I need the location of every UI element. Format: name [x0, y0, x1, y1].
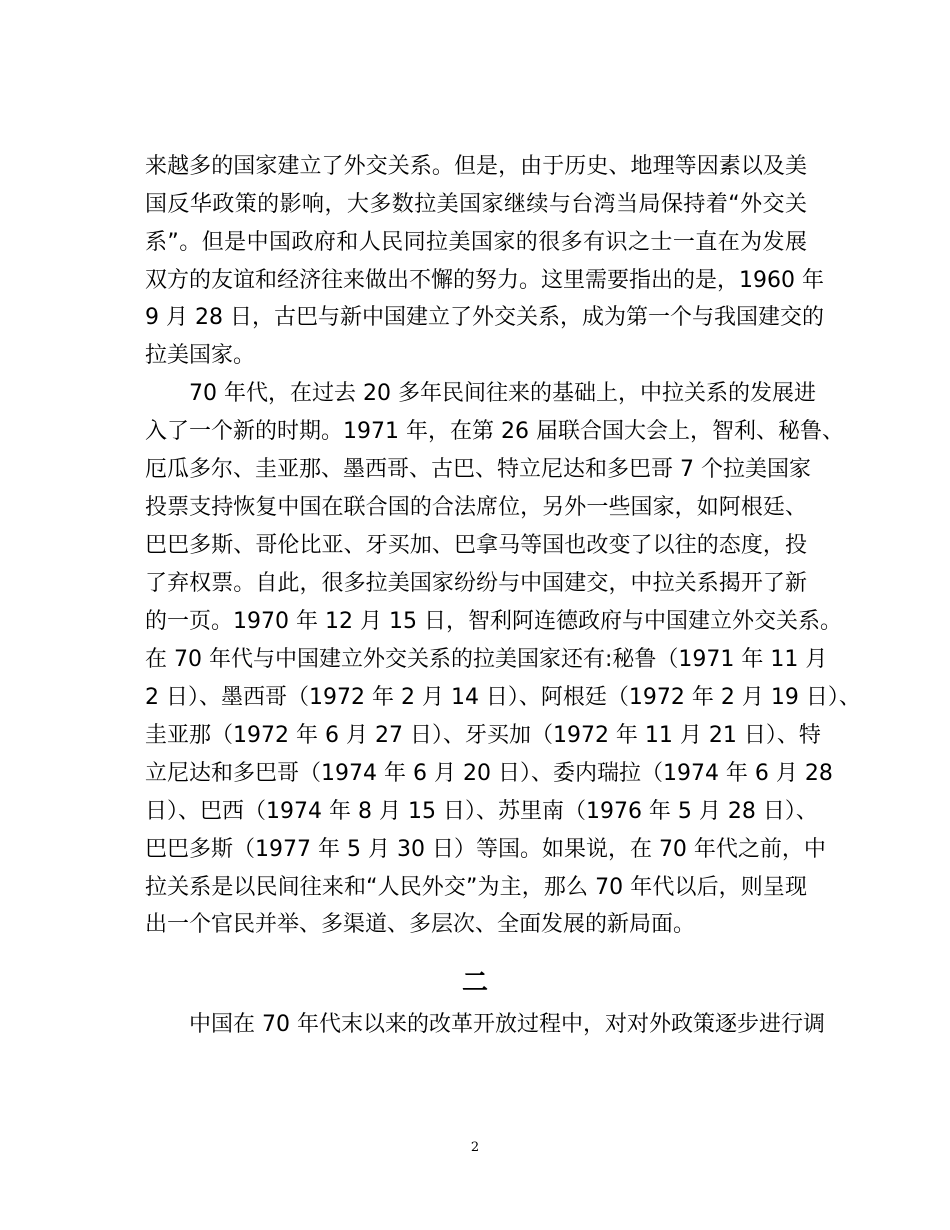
- text-line: 双方的友谊和经济往来做出不懈的努力。这里需要指出的是，1960 年: [145, 268, 824, 293]
- text-line: 在 70 年代与中国建立外交关系的拉美国家还有:秘鲁（1971 年 11 月: [145, 647, 828, 672]
- text-line: 9 月 28 日，古巴与新中国建立了外交关系，成为第一个与我国建交的: [145, 305, 824, 330]
- text-line: 日）、巴西（1974 年 8 月 15 日）、苏里南（1976 年 5 月 28 日）、: [145, 799, 818, 824]
- text-line: 立尼达和多巴哥（1974 年 6 月 20 日）、委内瑞拉（1974 年 6 月 28: [145, 761, 833, 786]
- text-line: 2 日）、墨西哥（1972 年 2 月 14 日）、阿根廷（1972 年 2 月 19 日）、: [145, 685, 861, 710]
- text-line: 厄瓜多尔、圭亚那、墨西哥、古巴、特立尼达和多巴哥 7 个拉美国家: [145, 457, 811, 482]
- text-line: 巴巴多斯、哥伦比亚、牙买加、巴拿马等国也改变了以往的态度，投: [145, 533, 807, 558]
- section-heading: 二: [461, 968, 488, 998]
- text-line: 入了一个新的时期。1971 年，在第 26 届联合国大会上，智利、秘鲁、: [145, 419, 844, 444]
- text-line: 70 年代，在过去 20 多年民间往来的基础上，中拉关系的发展进: [189, 381, 816, 406]
- text-line: 国反华政策的影响，大多数拉美国家继续与台湾当局保持着“外交关: [145, 192, 807, 217]
- text-line: 拉关系是以民间往来和“人民外交”为主，那么 70 年代以后，则呈现: [145, 875, 807, 900]
- text-line: 系”。但是中国政府和人民同拉美国家的很多有识之士一直在为发展: [145, 230, 807, 255]
- text-line: 的一页。1970 年 12 月 15 日，智利阿连德政府与中国建立外交关系。: [145, 609, 842, 634]
- text-line: 巴巴多斯（1977 年 5 月 30 日）等国。如果说，在 70 年代之前，中: [145, 837, 826, 862]
- text-line: 来越多的国家建立了外交关系。但是，由于历史、地理等因素以及美: [145, 154, 807, 179]
- text-line: 中国在 70 年代末以来的改革开放过程中，对对外政策逐步进行调: [189, 1012, 825, 1037]
- text-line: 圭亚那（1972 年 6 月 27 日）、牙买加（1972 年 11 月 21 日）、特: [145, 723, 821, 748]
- text-line: 了弃权票。自此，很多拉美国家纷纷与中国建交，中拉关系揭开了新: [145, 571, 807, 596]
- text-line: 出一个官民并举、多渠道、多层次、全面发展的新局面。: [145, 912, 696, 937]
- text-line: 投票支持恢复中国在联合国的合法席位，另外一些国家，如阿根廷、: [145, 495, 807, 520]
- page-number: 2: [470, 1140, 480, 1155]
- text-line: 拉美国家。: [145, 343, 256, 368]
